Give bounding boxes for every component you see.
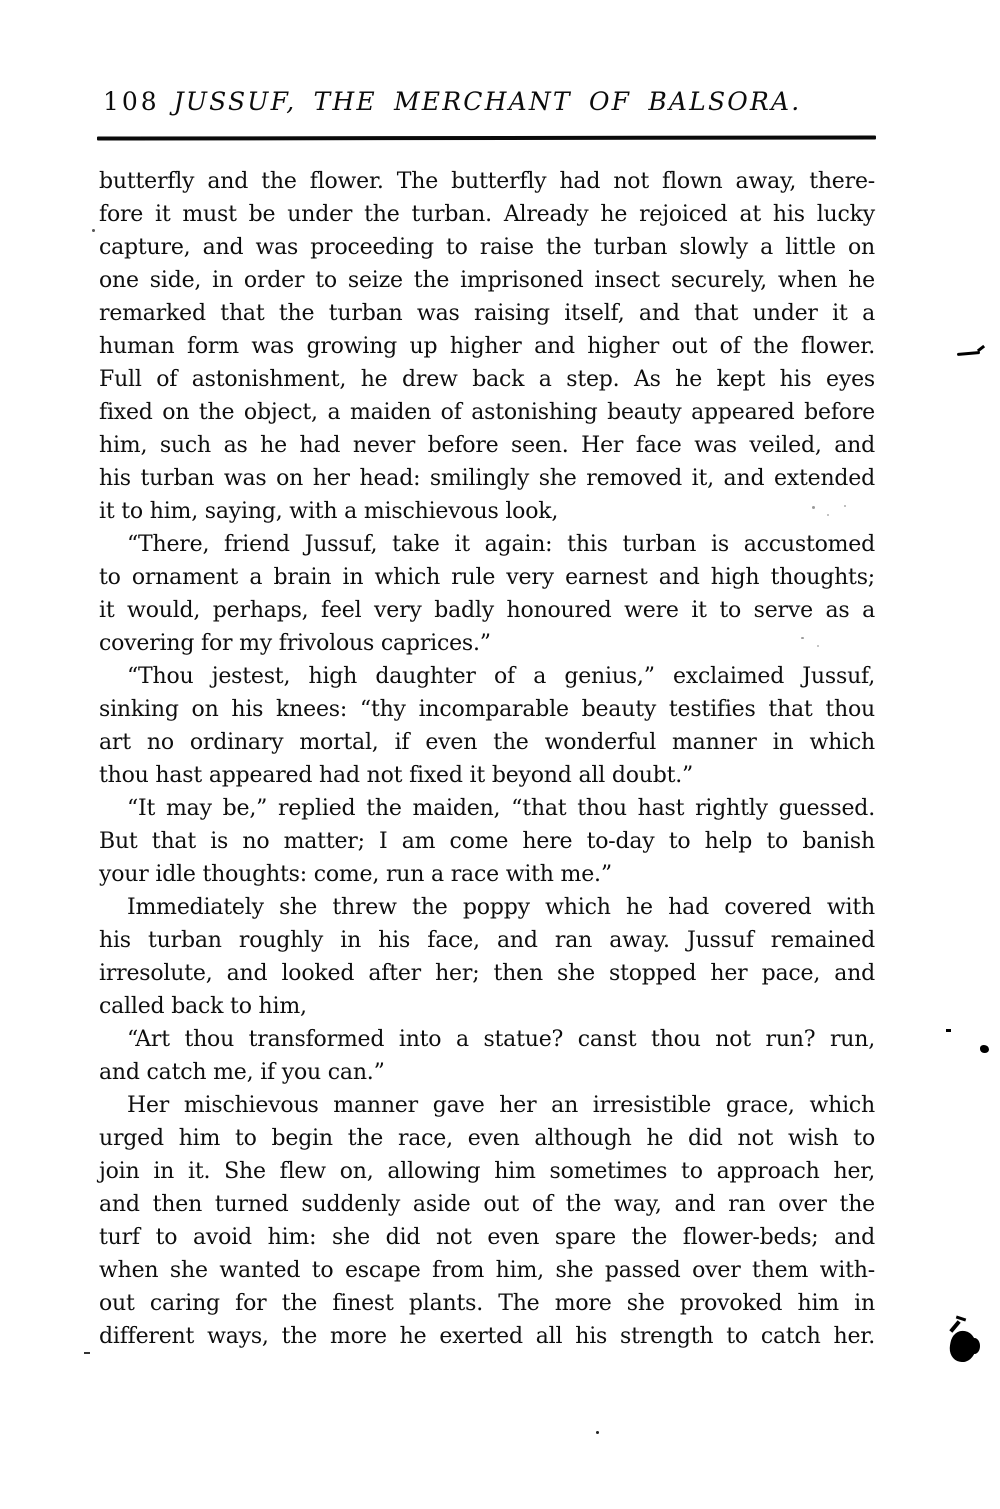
running-title: JUSSUF, THE MERCHANT OF BALSORA. <box>173 87 802 116</box>
ink-blot-bump-artifact <box>969 1338 980 1354</box>
text-line: fore it must be under the turban. Already he rejoiced at his lucky <box>99 202 875 227</box>
text-line: Her mischievous manner gave her an irresistible grace, which <box>127 1093 875 1118</box>
paragraph <box>99 792 875 891</box>
text-line: him, such as he had never before seen. Her face was veiled, and <box>99 433 875 458</box>
ink-dash-artifact <box>946 1029 951 1032</box>
text-line: it to him, saying, with a mischievous look, <box>99 499 559 524</box>
header-rule <box>97 135 876 140</box>
ink-squiggle-artifact <box>957 351 980 356</box>
page-header <box>99 84 876 120</box>
paragraph <box>99 528 875 660</box>
text-line: thou hast appeared had not fixed it beyond all doubt.” <box>99 763 694 788</box>
paragraph <box>99 1089 875 1353</box>
ink-faint-speck-artifact <box>844 505 846 507</box>
text-line: your idle thoughts: come, run a race with me.” <box>99 862 612 887</box>
text-line: urged him to begin the race, even although he did not wish to <box>99 1126 875 1151</box>
paragraph <box>99 660 875 792</box>
ink-faint-speck-artifact <box>817 645 819 647</box>
text-line: different ways, the more he exerted all his strength to catch her. <box>99 1324 875 1349</box>
ink-faint-speck-artifact <box>812 506 815 509</box>
text-line: and then turned suddenly aside out of the way, and ran over the <box>99 1192 875 1217</box>
text-block <box>99 165 875 1353</box>
text-line: “Art thou transformed into a statue? canst thou not run? run, <box>127 1027 875 1052</box>
text-line: to ornament a brain in which rule very earnest and high thoughts; <box>99 565 875 590</box>
text-line: “It may be,” replied the maiden, “that thou hast rightly guessed. <box>127 796 875 821</box>
text-line: butterfly and the flower. The butterfly had not flown away, there- <box>99 169 875 194</box>
text-line: human form was growing up higher and higher out of the flower. <box>99 334 875 359</box>
text-line: capture, and was proceeding to raise the turban slowly a little on <box>99 235 875 260</box>
text-line: But that is no matter; I am come here to-day to help to banish <box>99 829 875 854</box>
text-line: covering for my frivolous caprices.” <box>99 631 491 656</box>
text-line: fixed on the object, a maiden of astonishing beauty appeared before <box>99 400 875 425</box>
text-line: irresolute, and looked after her; then she stopped her pace, and <box>99 961 875 986</box>
ink-speck-artifact <box>980 1045 989 1053</box>
text-line: his turban was on her head: smilingly she removed it, and extended <box>99 466 875 491</box>
ink-faint-speck-artifact <box>827 514 829 516</box>
ink-faint-speck-artifact <box>801 637 804 639</box>
paragraph <box>99 891 875 1023</box>
paragraph <box>99 165 875 528</box>
ink-squiggle-tip-artifact <box>977 345 985 352</box>
ink-dot-artifact <box>92 229 95 232</box>
text-line: one side, in order to seize the imprisoned insect securely, when he <box>99 268 875 293</box>
text-line: it would, perhaps, feel very badly honoured were it to serve as a <box>99 598 875 623</box>
text-line: “Thou jestest, high daughter of a genius,” exclaimed Jussuf, <box>127 664 875 689</box>
text-line: “There, friend Jussuf, take it again: this turban is accustomed <box>127 532 875 557</box>
text-line: Full of astonishment, he drew back a step. As he kept his eyes <box>99 367 875 392</box>
text-line: and catch me, if you can.” <box>99 1060 385 1085</box>
text-line: Immediately she threw the poppy which he had covered with <box>127 895 875 920</box>
ink-dot-artifact <box>596 1431 599 1434</box>
text-line: out caring for the finest plants. The more she provoked him in <box>99 1291 875 1316</box>
text-line: called back to him, <box>99 994 307 1019</box>
text-line: his turban roughly in his face, and ran away. Jussuf remained <box>99 928 875 953</box>
text-line: when she wanted to escape from him, she passed over them with- <box>99 1258 875 1283</box>
text-line: turf to avoid him: she did not even spare the flower-beds; and <box>99 1225 875 1250</box>
paragraph <box>99 1023 875 1089</box>
text-line: art no ordinary mortal, if even the wonderful manner in which <box>99 730 875 755</box>
text-line: join in it. She flew on, allowing him sometimes to approach her, <box>99 1159 875 1184</box>
text-line: sinking on his knees: “thy incomparable beauty testifies that thou <box>99 697 875 722</box>
text-line: remarked that the turban was raising itself, and that under it a <box>99 301 875 326</box>
ink-edge-dash-artifact <box>84 1352 90 1354</box>
page-number: 108 <box>103 87 160 116</box>
